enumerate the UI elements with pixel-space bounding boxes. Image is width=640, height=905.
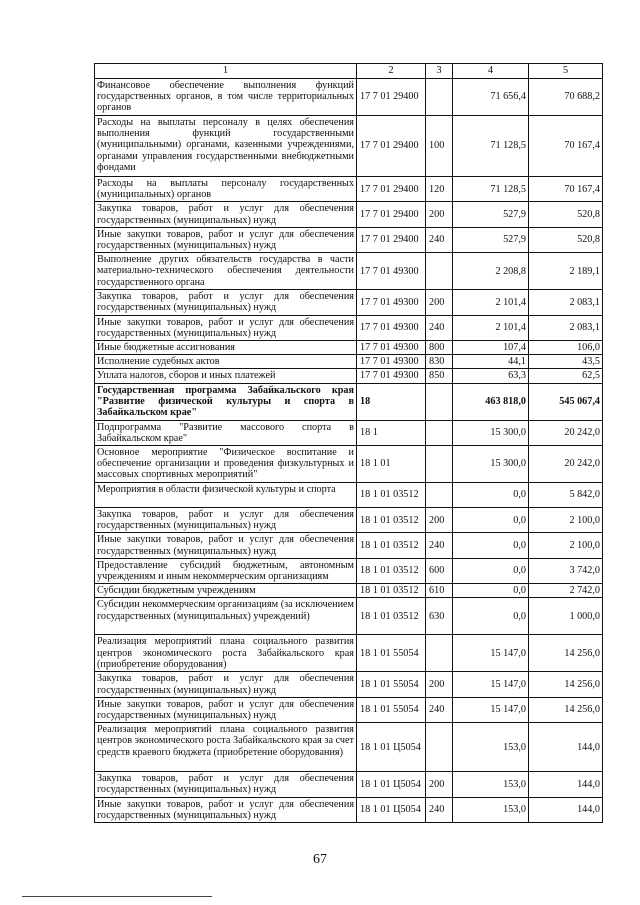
cell-amount-col5: 106,0 [529,341,603,355]
cell-amount-col4: 2 101,4 [453,315,529,340]
cell-description: Выполнение других обязательств государства в части материально-технического обеспечения деятельности государственного органа [95,253,357,290]
cell-amount-col4: 527,9 [453,227,529,252]
cell-amount-col4: 15 147,0 [453,672,529,697]
cell-target-code: 18 1 01 55054 [357,635,426,672]
cell-amount-col5: 14 256,0 [529,635,603,672]
cell-target-code: 18 1 01 03512 [357,584,426,598]
cell-expense-type: 850 [426,369,453,383]
cell-target-code: 18 1 01 55054 [357,672,426,697]
cell-expense-type: 200 [426,290,453,315]
cell-amount-col4: 71 656,4 [453,79,529,116]
table-row [95,558,603,583]
table-row [95,697,603,722]
table-row [95,253,603,290]
cell-amount-col5: 2 100,0 [529,533,603,558]
cell-description: Предоставление субсидий бюджетным, автономным учреждениям и иным некоммерческим организациям [95,558,357,583]
table-row [95,202,603,227]
cell-description: Закупка товаров, работ и услуг для обеспечения государственных (муниципальных) нужд [95,202,357,227]
cell-description: Государственная программа Забайкальского края "Развитие физической культуры и спорта в Забайкальском крае" [95,383,357,420]
cell-target-code: 18 1 01 03512 [357,558,426,583]
table-row [95,772,603,797]
table-row [95,369,603,383]
cell-amount-col5: 520,8 [529,202,603,227]
header-col-3: 3 [426,64,453,79]
cell-amount-col4: 0,0 [453,584,529,598]
cell-amount-col4: 15 147,0 [453,697,529,722]
cell-target-code: 18 1 [357,420,426,445]
cell-amount-col4: 63,3 [453,369,529,383]
document-page [94,63,602,823]
cell-target-code: 18 1 01 55054 [357,697,426,722]
cell-description: Исполнение судебных актов [95,355,357,369]
cell-expense-type: 200 [426,202,453,227]
cell-amount-col5: 520,8 [529,227,603,252]
cell-amount-col5: 545 067,4 [529,383,603,420]
cell-expense-type [426,446,453,483]
cell-expense-type [426,79,453,116]
cell-description: Иные закупки товаров, работ и услуг для обеспечения государственных (муниципальных) нужд [95,697,357,722]
budget-table [94,63,603,823]
cell-description: Подпрограмма "Развитие массового спорта в Забайкальском крае" [95,420,357,445]
cell-amount-col4: 15 300,0 [453,420,529,445]
cell-expense-type: 830 [426,355,453,369]
table-row [95,79,603,116]
table-row [95,533,603,558]
cell-amount-col4: 15 300,0 [453,446,529,483]
cell-amount-col4: 153,0 [453,723,529,772]
cell-amount-col4: 71 128,5 [453,177,529,202]
cell-target-code: 17 7 01 29400 [357,177,426,202]
table-row [95,635,603,672]
cell-description: Уплата налогов, сборов и иных платежей [95,369,357,383]
table-row [95,598,603,635]
cell-amount-col4: 0,0 [453,598,529,635]
cell-description: Субсидии бюджетным учреждениям [95,584,357,598]
header-col-2: 2 [357,64,426,79]
cell-expense-type: 240 [426,533,453,558]
cell-amount-col4: 463 818,0 [453,383,529,420]
cell-expense-type: 240 [426,697,453,722]
cell-amount-col5: 144,0 [529,797,603,822]
cell-target-code: 17 7 01 49300 [357,341,426,355]
cell-target-code: 18 1 01 Ц5054 [357,797,426,822]
cell-target-code: 18 1 01 03512 [357,508,426,533]
table-row [95,383,603,420]
cell-description: Реализация мероприятий плана социального развития центров экономического роста Забайкальского края за счет средств краевого бюджета (приобретение оборудования) [95,723,357,772]
cell-description: Субсидии некоммерческим организациям (за исключением государственных (муниципальных) учреждений) [95,598,357,635]
header-col-1: 1 [95,64,357,79]
cell-amount-col4: 15 147,0 [453,635,529,672]
cell-amount-col5: 2 189,1 [529,253,603,290]
cell-description: Реализация мероприятий плана социального развития центров экономического роста Забайкальского края (приобретение оборудования) [95,635,357,672]
cell-target-code: 17 7 01 29400 [357,202,426,227]
cell-description: Основное мероприятие "Физическое воспитание и обеспечение организации и проведения физкультурных и массовых спортивных мероприятий" [95,446,357,483]
cell-expense-type [426,253,453,290]
cell-amount-col5: 62,5 [529,369,603,383]
table-row [95,723,603,772]
cell-amount-col5: 14 256,0 [529,672,603,697]
cell-target-code: 18 1 01 Ц5054 [357,772,426,797]
page-number: 67 [313,852,327,867]
cell-expense-type [426,483,453,508]
cell-amount-col5: 70 688,2 [529,79,603,116]
table-header-row [95,64,603,79]
cell-description: Закупка товаров, работ и услуг для обеспечения государственных (муниципальных) нужд [95,508,357,533]
cell-description: Иные бюджетные ассигнования [95,341,357,355]
cell-description: Закупка товаров, работ и услуг для обеспечения государственных (муниципальных) нужд [95,772,357,797]
cell-description: Иные закупки товаров, работ и услуг для обеспечения государственных (муниципальных) нужд [95,533,357,558]
cell-description: Иные закупки товаров, работ и услуг для обеспечения государственных (муниципальных) нужд [95,315,357,340]
table-row [95,177,603,202]
table-row [95,290,603,315]
cell-amount-col4: 107,4 [453,341,529,355]
cell-expense-type [426,635,453,672]
cell-amount-col5: 2 083,1 [529,290,603,315]
cell-amount-col5: 2 100,0 [529,508,603,533]
cell-amount-col5: 1 000,0 [529,598,603,635]
cell-amount-col5: 2 083,1 [529,315,603,340]
table-row [95,420,603,445]
cell-expense-type: 630 [426,598,453,635]
table-row [95,483,603,508]
cell-description: Финансовое обеспечение выполнения функций государственных органов, в том числе территориальных органов [95,79,357,116]
cell-description: Мероприятия в области физической культуры и спорта [95,483,357,508]
table-row [95,315,603,340]
table-row [95,116,603,177]
cell-expense-type: 240 [426,797,453,822]
cell-expense-type: 240 [426,315,453,340]
cell-expense-type: 200 [426,672,453,697]
table-row [95,227,603,252]
cell-target-code: 18 1 01 03512 [357,483,426,508]
cell-amount-col4: 44,1 [453,355,529,369]
cell-amount-col4: 0,0 [453,558,529,583]
cell-expense-type [426,420,453,445]
cell-target-code: 17 7 01 49300 [357,253,426,290]
cell-description: Расходы на выплаты персоналу государственных (муниципальных) органов [95,177,357,202]
cell-amount-col4: 2 101,4 [453,290,529,315]
cell-amount-col4: 0,0 [453,483,529,508]
cell-amount-col4: 0,0 [453,533,529,558]
cell-target-code: 18 1 01 03512 [357,533,426,558]
cell-expense-type [426,723,453,772]
cell-target-code: 17 7 01 49300 [357,355,426,369]
cell-target-code: 18 1 01 Ц5054 [357,723,426,772]
cell-expense-type: 200 [426,508,453,533]
cell-target-code: 17 7 01 49300 [357,290,426,315]
table-row [95,341,603,355]
cell-amount-col4: 153,0 [453,797,529,822]
cell-expense-type: 120 [426,177,453,202]
cell-amount-col4: 71 128,5 [453,116,529,177]
cell-target-code: 17 7 01 29400 [357,79,426,116]
cell-expense-type: 240 [426,227,453,252]
cell-amount-col5: 20 242,0 [529,420,603,445]
table-row [95,446,603,483]
cell-target-code: 18 1 01 03512 [357,598,426,635]
cell-description: Иные закупки товаров, работ и услуг для обеспечения государственных (муниципальных) нужд [95,797,357,822]
cell-amount-col4: 0,0 [453,508,529,533]
cell-target-code: 17 7 01 49300 [357,315,426,340]
cell-amount-col5: 3 742,0 [529,558,603,583]
header-col-5: 5 [529,64,603,79]
cell-amount-col5: 144,0 [529,772,603,797]
cell-expense-type: 600 [426,558,453,583]
cell-expense-type: 200 [426,772,453,797]
cell-target-code: 18 1 01 [357,446,426,483]
cell-description: Иные закупки товаров, работ и услуг для обеспечения государственных (муниципальных) нужд [95,227,357,252]
cell-amount-col5: 70 167,4 [529,177,603,202]
cell-amount-col5: 14 256,0 [529,697,603,722]
table-row [95,672,603,697]
cell-expense-type: 800 [426,341,453,355]
cell-target-code: 17 7 01 49300 [357,369,426,383]
cell-target-code: 17 7 01 29400 [357,116,426,177]
header-col-4: 4 [453,64,529,79]
budget-table-body [95,64,603,823]
cell-description: Расходы на выплаты персоналу в целях обеспечения выполнения функций государственными (муниципальными) органами, казенными учреждениями, органами управления государственными внебюджетными фондами [95,116,357,177]
table-row [95,797,603,822]
cell-amount-col5: 20 242,0 [529,446,603,483]
cell-target-code: 18 [357,383,426,420]
cell-amount-col4: 527,9 [453,202,529,227]
cell-target-code: 17 7 01 29400 [357,227,426,252]
cell-description: Закупка товаров, работ и услуг для обеспечения государственных (муниципальных) нужд [95,672,357,697]
cell-amount-col4: 2 208,8 [453,253,529,290]
cell-amount-col5: 2 742,0 [529,584,603,598]
cell-amount-col5: 5 842,0 [529,483,603,508]
footnote-divider [22,896,212,897]
cell-amount-col4: 153,0 [453,772,529,797]
table-row [95,584,603,598]
table-row [95,355,603,369]
cell-amount-col5: 43,5 [529,355,603,369]
cell-expense-type: 100 [426,116,453,177]
cell-amount-col5: 144,0 [529,723,603,772]
table-row [95,508,603,533]
cell-description: Закупка товаров, работ и услуг для обеспечения государственных (муниципальных) нужд [95,290,357,315]
cell-amount-col5: 70 167,4 [529,116,603,177]
cell-expense-type [426,383,453,420]
cell-expense-type: 610 [426,584,453,598]
